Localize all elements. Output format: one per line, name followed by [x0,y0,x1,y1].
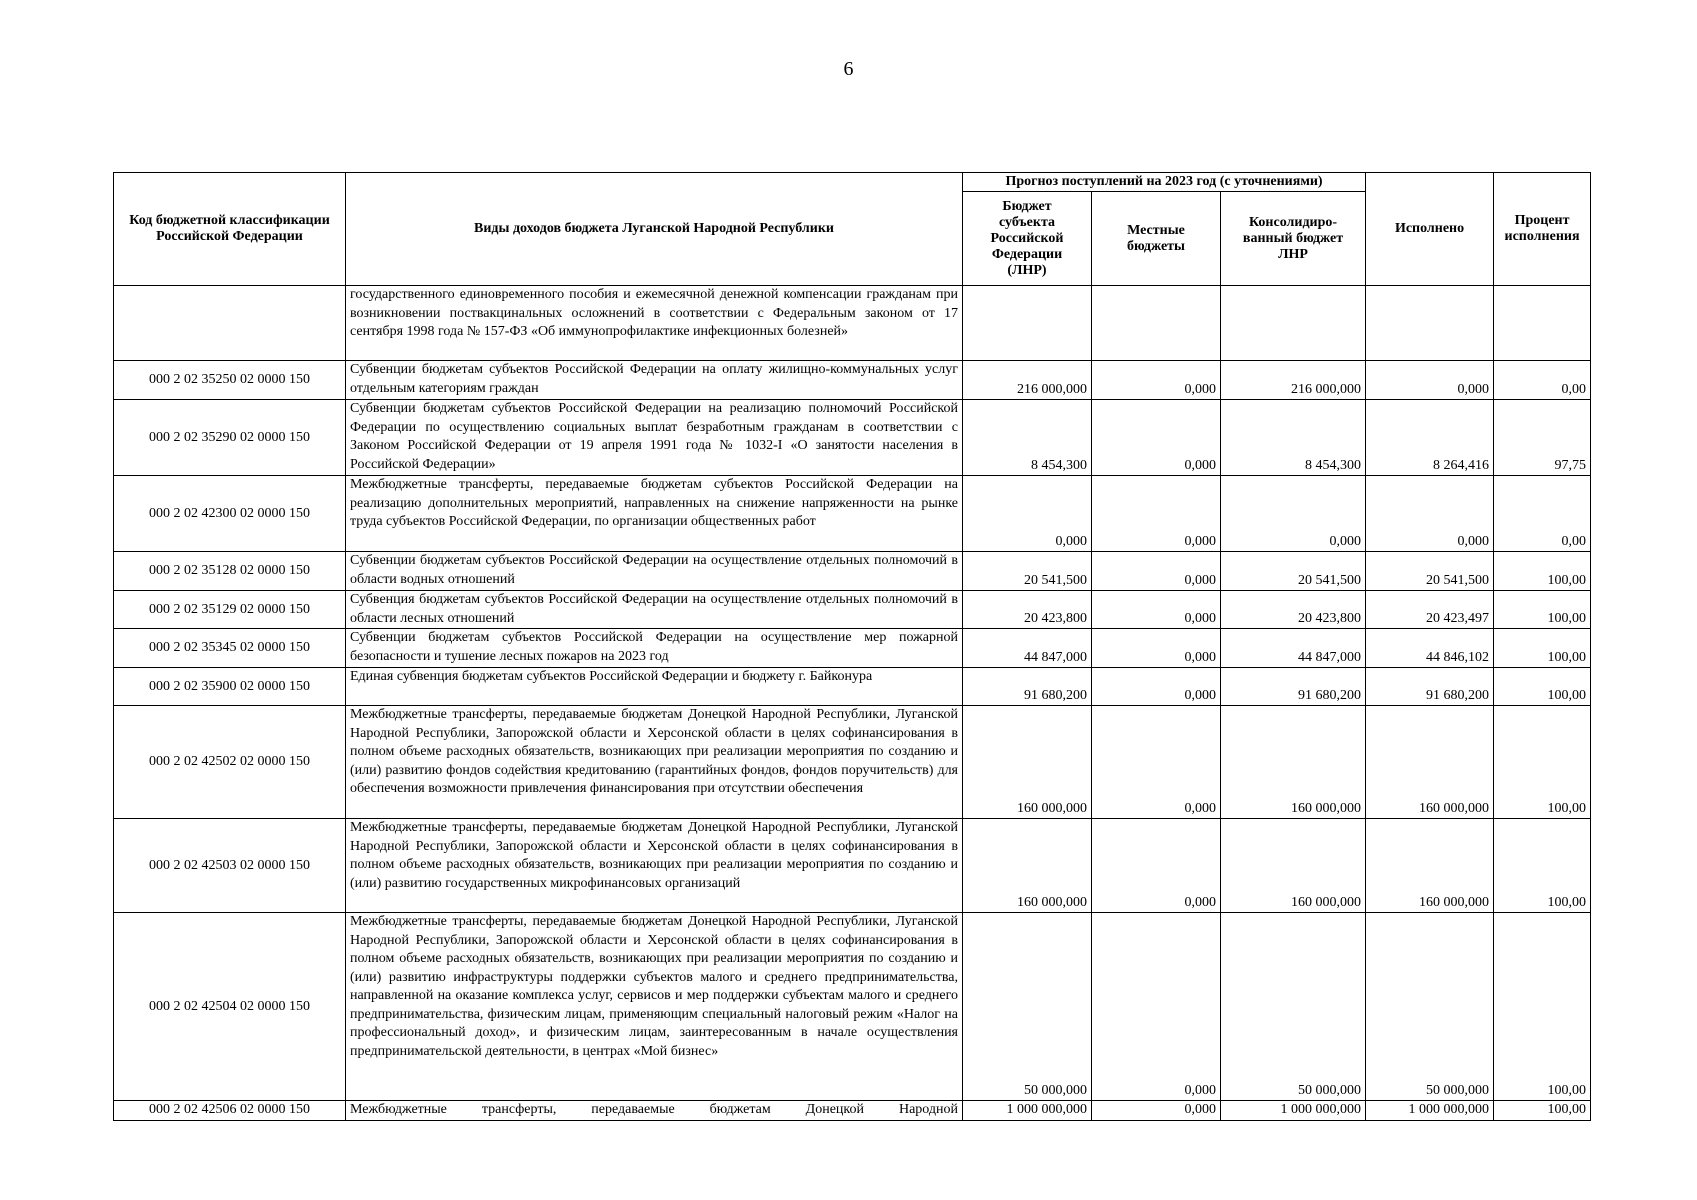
budget-value: 8 454,300 [963,400,1092,476]
description-cell: Межбюджетные трансферты, передаваемые бюджетам субъектов Российской Федерации на реализацию дополнительных мероприятий, направленных на снижение напряженности на рынке труда субъектов Российской Федерации, по организации общественных работ [346,476,963,552]
consolidated-value: 44 847,000 [1221,629,1366,668]
header-code: Код бюджетной классификации Российской Федерации [114,173,346,286]
description-cell: Субвенции бюджетам субъектов Российской Федерации на оплату жилищно-коммунальных услуг отдельным категориям граждан [346,361,963,400]
code-cell: 000 2 02 42503 02 0000 150 [114,819,346,913]
code-cell: 000 2 02 42502 02 0000 150 [114,706,346,819]
percent-value: 100,00 [1494,706,1591,819]
budget-value: 50 000,000 [963,913,1092,1101]
revenue-table [113,172,1591,1121]
consolidated-value: 20 541,500 [1221,552,1366,591]
local-budget-value: 0,000 [1092,1101,1221,1121]
executed-value [1366,286,1494,361]
description-cell: Межбюджетные трансферты, передаваемые бюджетам Донецкой Народной Республики, Луганской Народной Республики, Запорожской области и Херсонской области в целях софинансирования в полном объеме расходных обязательств, возникающих при реализации мероприятия по созданию и (или) развитию инфраструктуры поддержки субъектов малого и среднего предпринимательства, направленной на оказание комплекса услуг, сервисов и мер поддержки субъектам малого и среднего предпринимательства, физическим лицам, применяющим специальный налоговый режим «Налог на профессиональный доход», и физическим лицам, заинтересованным в начале осуществления предпринимательской деятельности, в центрах «Мой бизнес» [346,913,963,1101]
percent-value: 100,00 [1494,913,1591,1101]
code-cell: 000 2 02 35129 02 0000 150 [114,591,346,629]
table-row [114,400,1591,476]
local-budget-value: 0,000 [1092,552,1221,591]
description-cell: Межбюджетные трансферты, передаваемые бюджетам Донецкой Народной [346,1101,963,1121]
local-budget-value: 0,000 [1092,629,1221,668]
table-row [114,668,1591,706]
local-budget-value: 0,000 [1092,591,1221,629]
executed-value: 160 000,000 [1366,819,1494,913]
budget-value: 0,000 [963,476,1092,552]
header-forecast-group: Прогноз поступлений на 2023 год (с уточнениями) [963,173,1366,192]
header-federal-budget: Бюджет субъекта Российской Федерации (ЛНР) [963,192,1092,286]
budget-value: 44 847,000 [963,629,1092,668]
executed-value: 1 000 000,000 [1366,1101,1494,1121]
executed-value: 0,000 [1366,476,1494,552]
local-budget-value: 0,000 [1092,668,1221,706]
table-row [114,591,1591,629]
budget-value: 1 000 000,000 [963,1101,1092,1121]
percent-value: 0,00 [1494,476,1591,552]
header-percent: Процент исполнения [1494,173,1591,286]
consolidated-value: 91 680,200 [1221,668,1366,706]
code-cell: 000 2 02 42504 02 0000 150 [114,913,346,1101]
percent-value: 100,00 [1494,552,1591,591]
local-budget-value: 0,000 [1092,400,1221,476]
consolidated-value: 50 000,000 [1221,913,1366,1101]
consolidated-value: 8 454,300 [1221,400,1366,476]
code-cell [114,286,346,361]
local-budget-value: 0,000 [1092,476,1221,552]
table-row [114,706,1591,819]
executed-value: 20 541,500 [1366,552,1494,591]
consolidated-value: 216 000,000 [1221,361,1366,400]
code-cell: 000 2 02 42506 02 0000 150 [114,1101,346,1121]
consolidated-value: 1 000 000,000 [1221,1101,1366,1121]
description-cell: Субвенция бюджетам субъектов Российской Федерации на осуществление отдельных полномочий в области лесных отношений [346,591,963,629]
local-budget-value: 0,000 [1092,819,1221,913]
page-number: 6 [843,58,854,80]
description-cell: Субвенции бюджетам субъектов Российской Федерации на осуществление отдельных полномочий в области водных отношений [346,552,963,591]
table-row [114,476,1591,552]
code-cell: 000 2 02 35250 02 0000 150 [114,361,346,400]
local-budget-value: 0,000 [1092,361,1221,400]
budget-value: 216 000,000 [963,361,1092,400]
table-row [114,629,1591,668]
percent-value: 100,00 [1494,591,1591,629]
table-row [114,361,1591,400]
consolidated-value: 160 000,000 [1221,706,1366,819]
table-row [114,819,1591,913]
local-budget-value: 0,000 [1092,913,1221,1101]
budget-value [963,286,1092,361]
description-cell: Межбюджетные трансферты, передаваемые бюджетам Донецкой Народной Республики, Луганской Народной Республики, Запорожской области и Херсонской области в целях софинансирования в полном объеме расходных обязательств, возникающих при реализации мероприятия по созданию и (или) развитию государственных микрофинансовых организаций [346,819,963,913]
header-local-budgets: Местные бюджеты [1092,192,1221,286]
consolidated-value: 0,000 [1221,476,1366,552]
percent-value: 100,00 [1494,1101,1591,1121]
executed-value: 20 423,497 [1366,591,1494,629]
consolidated-value: 20 423,800 [1221,591,1366,629]
executed-value: 44 846,102 [1366,629,1494,668]
table-row [114,1101,1591,1121]
header-income-type: Виды доходов бюджета Луганской Народной Республики [346,173,963,286]
budget-value: 160 000,000 [963,819,1092,913]
budget-value: 20 541,500 [963,552,1092,591]
consolidated-value [1221,286,1366,361]
budget-value: 20 423,800 [963,591,1092,629]
executed-value: 0,000 [1366,361,1494,400]
description-cell: Субвенции бюджетам субъектов Российской Федерации на осуществление мер пожарной безопасности и тушение лесных пожаров на 2023 год [346,629,963,668]
header-executed: Исполнено [1366,173,1494,286]
percent-value [1494,286,1591,361]
table-row [114,286,1591,361]
budget-value: 91 680,200 [963,668,1092,706]
table-row [114,913,1591,1101]
executed-value: 91 680,200 [1366,668,1494,706]
code-cell: 000 2 02 35345 02 0000 150 [114,629,346,668]
executed-value: 50 000,000 [1366,913,1494,1101]
code-cell: 000 2 02 35900 02 0000 150 [114,668,346,706]
description-cell: государственного единовременного пособия и ежемесячной денежной компенсации гражданам при возникновении поствакцинальных осложнений в соответствии с Федеральным законом от 17 сентября 1998 года № 157-ФЗ «Об иммунопрофилактике инфекционных болезней» [346,286,963,361]
table-row [114,552,1591,591]
header-consolidated: Консолидиро-ванный бюджет ЛНР [1221,192,1366,286]
local-budget-value: 0,000 [1092,706,1221,819]
percent-value: 100,00 [1494,819,1591,913]
description-cell: Субвенции бюджетам субъектов Российской Федерации на реализацию полномочий Российской Федерации по осуществлению социальных выплат безработным гражданам в соответствии с Законом Российской Федерации от 19 апреля 1991 года № 1032-I «О занятости населения в Российской Федерации» [346,400,963,476]
percent-value: 0,00 [1494,361,1591,400]
percent-value: 97,75 [1494,400,1591,476]
local-budget-value [1092,286,1221,361]
budget-value: 160 000,000 [963,706,1092,819]
description-cell: Межбюджетные трансферты, передаваемые бюджетам Донецкой Народной Республики, Луганской Народной Республики, Запорожской области и Херсонской области в целях софинансирования в полном объеме расходных обязательств, возникающих при реализации мероприятия по созданию и (или) развитию фондов содействия кредитованию (гарантийных фондов, фондов поручительств) для обеспечения возможности привлечения финансирования при отсутствии обеспечения [346,706,963,819]
code-cell: 000 2 02 35290 02 0000 150 [114,400,346,476]
consolidated-value: 160 000,000 [1221,819,1366,913]
description-cell: Единая субвенция бюджетам субъектов Российской Федерации и бюджету г. Байконура [346,668,963,706]
code-cell: 000 2 02 42300 02 0000 150 [114,476,346,552]
code-cell: 000 2 02 35128 02 0000 150 [114,552,346,591]
percent-value: 100,00 [1494,629,1591,668]
percent-value: 100,00 [1494,668,1591,706]
executed-value: 8 264,416 [1366,400,1494,476]
executed-value: 160 000,000 [1366,706,1494,819]
